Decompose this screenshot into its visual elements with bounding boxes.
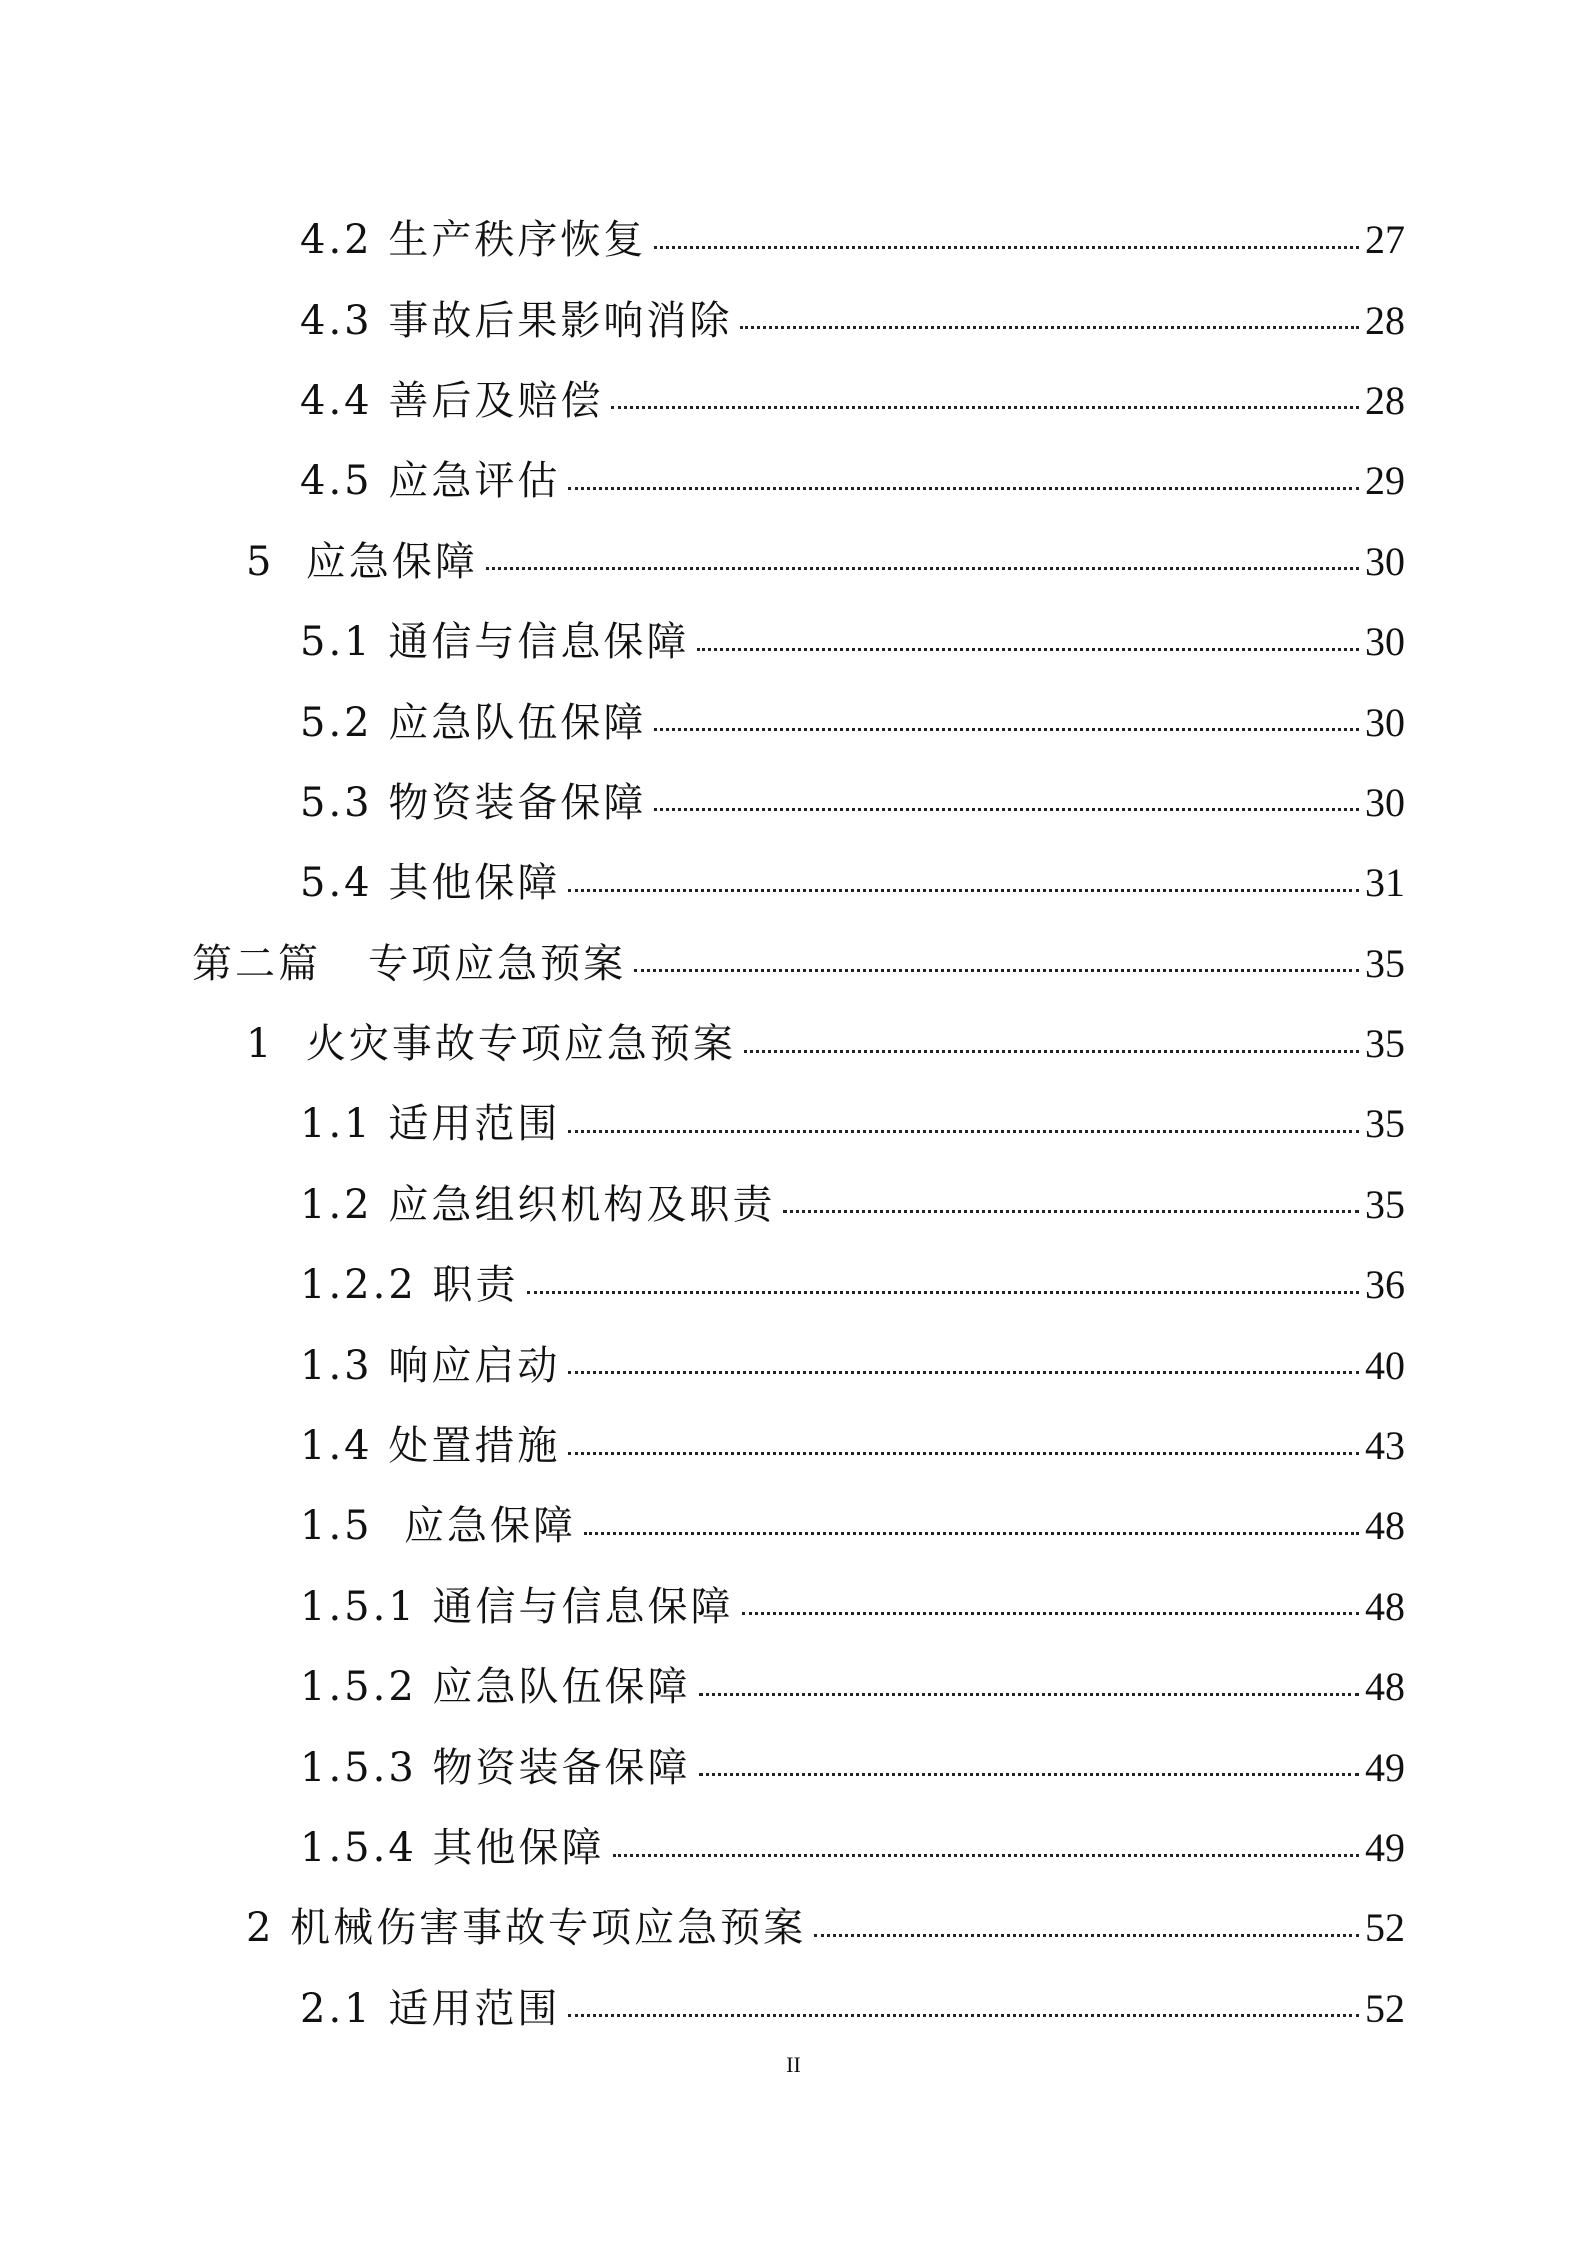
toc-dot-leader [568, 1371, 1359, 1374]
toc-entry-title: 2 机械伤害事故专项应急预案 [246, 1905, 807, 1952]
toc-entry-title: 1.5.4 其他保障 [300, 1825, 605, 1871]
toc-entry-title: 1 火灾事故专项应急预案 [246, 1021, 736, 1068]
toc-entry-page: 43 [1365, 1423, 1405, 1469]
toc-entry[interactable] [0, 1165, 1587, 1245]
toc-entry-page: 30 [1365, 538, 1405, 584]
toc-entry[interactable] [0, 361, 1587, 441]
toc-dot-leader [697, 648, 1359, 651]
toc-entry-page: 52 [1365, 1985, 1405, 2031]
toc-entry[interactable] [0, 441, 1587, 521]
toc-dot-leader [814, 1934, 1359, 1937]
toc-entry-page: 40 [1365, 1342, 1405, 1388]
toc-entry-page: 31 [1365, 860, 1405, 906]
toc-entry-page: 35 [1365, 1181, 1405, 1227]
toc-dot-leader [486, 567, 1359, 570]
toc-entry-page: 48 [1365, 1664, 1405, 1710]
toc-entry-page: 52 [1365, 1905, 1405, 1951]
toc-entry-page: 35 [1365, 1101, 1405, 1147]
toc-dot-leader [584, 1532, 1359, 1535]
toc-dot-leader [568, 487, 1359, 490]
toc-entry-page: 48 [1365, 1583, 1405, 1629]
toc-entry[interactable] [0, 200, 1587, 280]
toc-entry-title: 第二篇 专项应急预案 [192, 940, 627, 987]
toc-dot-leader [654, 728, 1359, 731]
toc-entry[interactable] [0, 1004, 1587, 1084]
toc-entry-page: 49 [1365, 1744, 1405, 1790]
toc-dot-leader [527, 1291, 1360, 1294]
toc-entry-title: 5.2 应急队伍保障 [300, 699, 647, 746]
toc-entry-title: 1.5 应急保障 [300, 1503, 577, 1550]
toc-entry-page: 27 [1365, 217, 1405, 263]
toc-entry[interactable] [0, 1486, 1587, 1566]
toc-entry[interactable] [0, 1808, 1587, 1888]
toc-entry-title: 1.3 响应启动 [300, 1342, 561, 1389]
toc-entry-title: 5.3 物资装备保障 [300, 779, 647, 826]
toc-dot-leader [744, 1050, 1359, 1053]
toc-dot-leader [699, 1693, 1360, 1696]
toc-entry-title: 1.5.3 物资装备保障 [300, 1744, 691, 1791]
page-number: II [786, 2052, 801, 2077]
toc-entry-title: 5 应急保障 [246, 538, 478, 585]
toc-dot-leader [783, 1210, 1359, 1213]
toc-entry-page: 48 [1365, 1503, 1405, 1549]
toc-entry[interactable] [0, 1406, 1587, 1486]
toc-dot-leader [654, 808, 1359, 811]
toc-dot-leader [634, 969, 1359, 972]
toc-entry-title: 4.5 应急评估 [300, 458, 561, 505]
toc-entry[interactable] [0, 763, 1587, 843]
toc-dot-leader [654, 246, 1359, 249]
toc-entry-page: 28 [1365, 297, 1405, 343]
toc-dot-leader [613, 1854, 1360, 1857]
toc-entry-page: 30 [1365, 779, 1405, 825]
toc-dot-leader [699, 1773, 1360, 1776]
toc-entry[interactable] [0, 1647, 1587, 1727]
toc-dot-leader [568, 1452, 1359, 1455]
toc-dot-leader [568, 2014, 1359, 2017]
toc-entry-title: 5.1 通信与信息保障 [300, 619, 690, 666]
toc-entry[interactable] [0, 602, 1587, 682]
toc-entry-page: 29 [1365, 458, 1405, 504]
toc-entry-page: 28 [1365, 377, 1405, 423]
toc-dot-leader [568, 889, 1359, 892]
toc-entry[interactable] [0, 1567, 1587, 1647]
toc-entry-page: 36 [1365, 1262, 1405, 1308]
toc-entry-title: 1.2.2 职责 [300, 1262, 519, 1309]
toc-entry-page: 30 [1365, 619, 1405, 665]
toc-entry-title: 1.4 处置措施 [300, 1423, 561, 1470]
toc-entry[interactable] [0, 1325, 1587, 1405]
toc-entry[interactable] [0, 1969, 1587, 2049]
toc-entry[interactable] [0, 682, 1587, 762]
table-of-contents [0, 200, 1587, 2049]
toc-entry[interactable] [0, 1084, 1587, 1164]
toc-entry-title: 5.4 其他保障 [300, 860, 561, 907]
toc-dot-leader [611, 406, 1359, 409]
toc-entry-title: 4.3 事故后果影响消除 [300, 297, 733, 344]
toc-entry-page: 49 [1365, 1825, 1405, 1870]
toc-entry-title: 1.5.2 应急队伍保障 [300, 1664, 691, 1711]
toc-entry-page: 35 [1365, 940, 1405, 986]
toc-entry[interactable] [0, 1888, 1587, 1968]
toc-entry-title: 1.2 应急组织机构及职责 [300, 1181, 776, 1228]
toc-entry[interactable] [0, 924, 1587, 1004]
toc-entry-title: 4.4 善后及赔偿 [300, 377, 604, 424]
toc-entry-title: 4.2 生产秩序恢复 [300, 217, 647, 264]
toc-entry-page: 30 [1365, 699, 1405, 745]
toc-entry-title: 1.1 适用范围 [300, 1101, 561, 1148]
toc-dot-leader [742, 1612, 1360, 1615]
toc-entry[interactable] [0, 1727, 1587, 1807]
toc-entry-page: 35 [1365, 1021, 1405, 1067]
toc-entry[interactable] [0, 280, 1587, 360]
toc-entry[interactable] [0, 522, 1587, 602]
toc-entry[interactable] [0, 843, 1587, 923]
toc-entry-title: 1.5.1 通信与信息保障 [300, 1583, 734, 1630]
toc-entry-title: 2.1 适用范围 [300, 1985, 561, 2032]
toc-dot-leader [740, 326, 1359, 329]
toc-entry[interactable] [0, 1245, 1587, 1325]
toc-dot-leader [568, 1130, 1359, 1133]
